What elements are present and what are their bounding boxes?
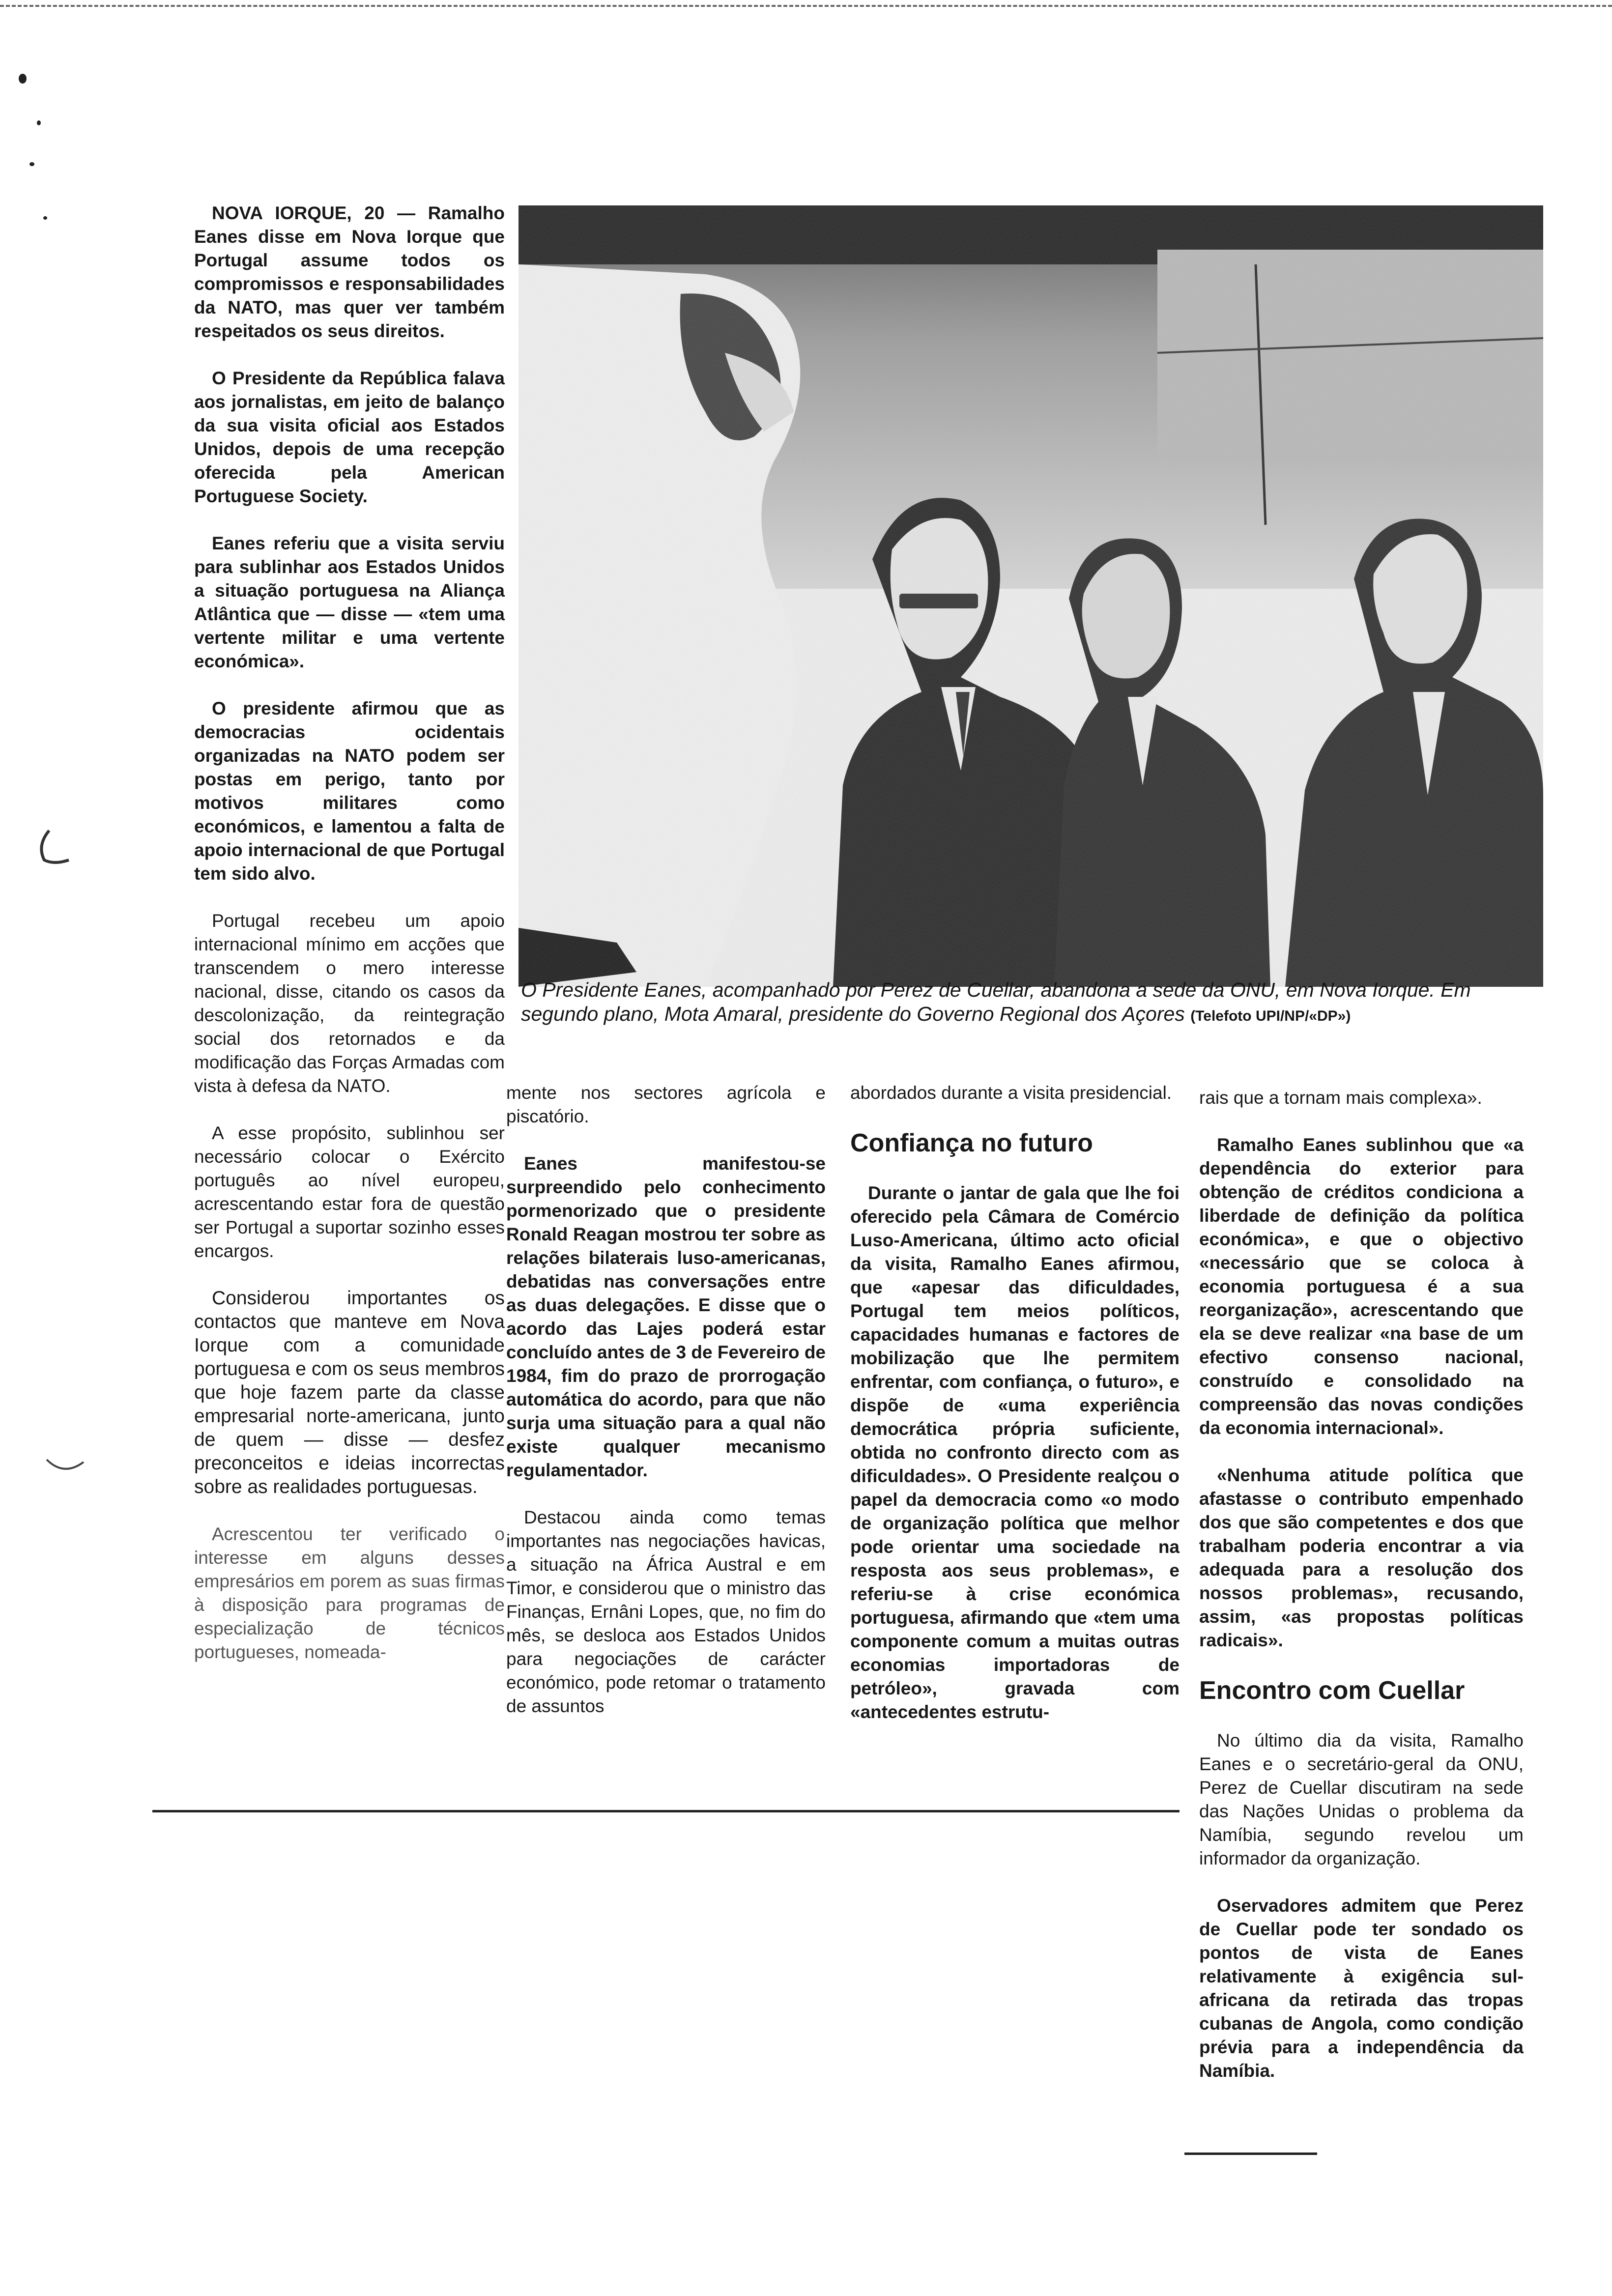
- article-paragraph: Eanes manifestou-se surpreendido pelo conhecimento pormenorizado que o presidente Ronald Reagan mostrou ter sobre as relações bilaterais luso-americanas, debatidas nas conversações entre as duas delegações. E disse que o acordo das Lajes poderá estar concluído antes de 3 de Fevereiro de 1984, fim do prazo de prorrogação automática do acordo, para que não surja uma situação para a qual não existe qualquer mecanismo regulamentador.: [506, 1153, 826, 1480]
- article-paragraph: Durante o jantar de gala que lhe foi oferecido pela Câmara de Comércio Luso-Americana, último acto oficial da visita, Ramalho Eanes afirmou, que «apesar das dificuldades, Portugal tem meios políticos, capacidades humanas e factores de mobilização que lhe permitem enfrentar, com confiança, o futuro», e dispõe de «uma experiência democrática própria suficiente, obtida no confronto directo com as dificuldades». O Presidente realçou o papel da democracia como «o modo de organização política que melhor pode orientar uma sociedade na resposta aos seus problemas», e referiu-se à crise económica portuguesa, afirmando que «tem uma componente comum a muitas outras economias importadoras de petróleo», gravada com «antecedentes estrutu-: [850, 1183, 1180, 1722]
- article-paragraph: Oservadores admitem que Perez de Cuellar pode ter sondado os pontos de vista de Eanes relativamente à exigência sul-africana da retirada das tropas cubanas de Angola, como condição prévia para a independência da Namíbia.: [1199, 1895, 1524, 2081]
- article-paragraph: Destacou ainda como temas importantes nas negociações havicas, a situação na África Austral e em Timor, e considerou que o ministro das Finanças, Ernâni Lopes, que, no fim do mês, se desloca aos Estados Unidos para negociações de carácter económico, pode retomar o tratamento de assuntos: [506, 1507, 826, 1716]
- article-paragraph: «Nenhuma atitude política que afastasse o contributo empenhado dos que são competentes e dos que trabalham poderia encontrar a via adequada para a resolução dos nossos problemas», recusando, assim, «as propostas políticas radicais».: [1199, 1465, 1524, 1650]
- article-paragraph: Ramalho Eanes sublinhou que «a dependência do exterior para obtenção de créditos condiciona a liberdade de definição da política económica», e que o objectivo «necessário que se coloca à economia portuguesa é a sua reorganização», acrescentando que ela se deve realizar «na base de um efectivo consenso nacional, construído e consolidado na compreensão das novas condições da economia internacional».: [1199, 1135, 1524, 1438]
- margin-speck: [37, 120, 41, 125]
- photo-caption-text: O Presidente Eanes, acompanhado por Perez de Cuellar, abandona a sede da ONU, em Nova Iorque. Em segundo plano, Mota Amaral, presidente do Governo Regional dos Açores: [521, 978, 1471, 1025]
- article-paragraph: mente nos sectores agrícola e piscatório.: [506, 1083, 826, 1126]
- margin-speck: [43, 216, 47, 220]
- article-column-1: [194, 201, 505, 1688]
- news-photo: [518, 205, 1543, 987]
- section-heading: Confiança no futuro: [850, 1129, 1093, 1157]
- article-paragraph: Considerou importantes os contactos que manteve em Nova Iorque com a comunidade portuguesa e com os seus membros que hoje fazem parte da classe empresarial norte-americana, junto de quem — disse — desfez preconceitos e ideias incorrectas sobre as realidades portuguesas.: [194, 1288, 505, 1497]
- article-paragraph: abordados durante a visita presidencial.: [850, 1083, 1172, 1103]
- bottom-rule: [152, 1810, 1180, 1812]
- article-column-2: [506, 1081, 826, 1742]
- article-lead: NOVA IORQUE, 20 — Ramalho Eanes disse em Nova Iorque que Portugal assume todos os compromissos e responsabilidades da NATO, mas quer ver também respeitados os seus direitos.: [194, 203, 505, 341]
- margin-speck: [29, 162, 34, 166]
- article-paragraph: O presidente afirmou que as democracias ocidentais organizadas na NATO podem ser postas em perigo, tanto por motivos militares como económicos, e lamentou a falta de apoio internacional de que Portugal tem sido alvo.: [194, 698, 505, 884]
- article-paragraph: Acrescentou ter verificado o interesse em alguns desses empresários em porem as suas firmas à disposição para programas de especialização de técnicos portugueses, nomeada-: [194, 1524, 505, 1662]
- article-column-3: [850, 1081, 1180, 1748]
- top-dashed-rule: [0, 5, 1612, 7]
- end-rule: [1184, 2152, 1317, 2155]
- article-paragraph: rais que a tornam mais complexa».: [1199, 1088, 1482, 1108]
- article-paragraph: A esse propósito, sublinhou ser necessário colocar o Exército português ao nível europeu, acrescentando estar fora de questão ser Portugal a suportar sozinho esses encargos.: [194, 1123, 505, 1261]
- article-paragraph: Portugal recebeu um apoio internacional mínimo em acções que transcendem o mero interesse nacional, disse, citando os casos da descolonização, da reintegração social dos retornados e da modificação das Forças Armadas com vista à defesa da NATO.: [194, 911, 505, 1096]
- margin-speck: [19, 74, 27, 84]
- photo-image: [518, 205, 1543, 987]
- photo-credit: (Telefoto UPI/NP/«DP»): [1190, 1008, 1351, 1024]
- section-heading: Encontro com Cuellar: [1199, 1676, 1465, 1705]
- article-column-4: [1199, 1086, 1524, 2106]
- margin-curve-mark: [44, 1455, 88, 1484]
- article-paragraph: O Presidente da República falava aos jornalistas, em jeito de balanço da sua visita oficial aos Estados Unidos, depois de uma recepção oferecida pela American Portuguese Society.: [194, 368, 505, 506]
- photo-caption: [521, 978, 1538, 1028]
- margin-bracket-mark: [29, 826, 74, 870]
- article-paragraph: No último dia da visita, Ramalho Eanes e o secretário-geral da ONU, Perez de Cuellar discutiram na sede das Nações Unidas o problema da Namíbia, segundo revelou um informador da organização.: [1199, 1730, 1524, 1868]
- article-paragraph: Eanes referiu que a visita serviu para sublinhar aos Estados Unidos a situação portuguesa na Aliança Atlântica que — disse — «tem uma vertente militar e uma vertente económica».: [194, 533, 505, 671]
